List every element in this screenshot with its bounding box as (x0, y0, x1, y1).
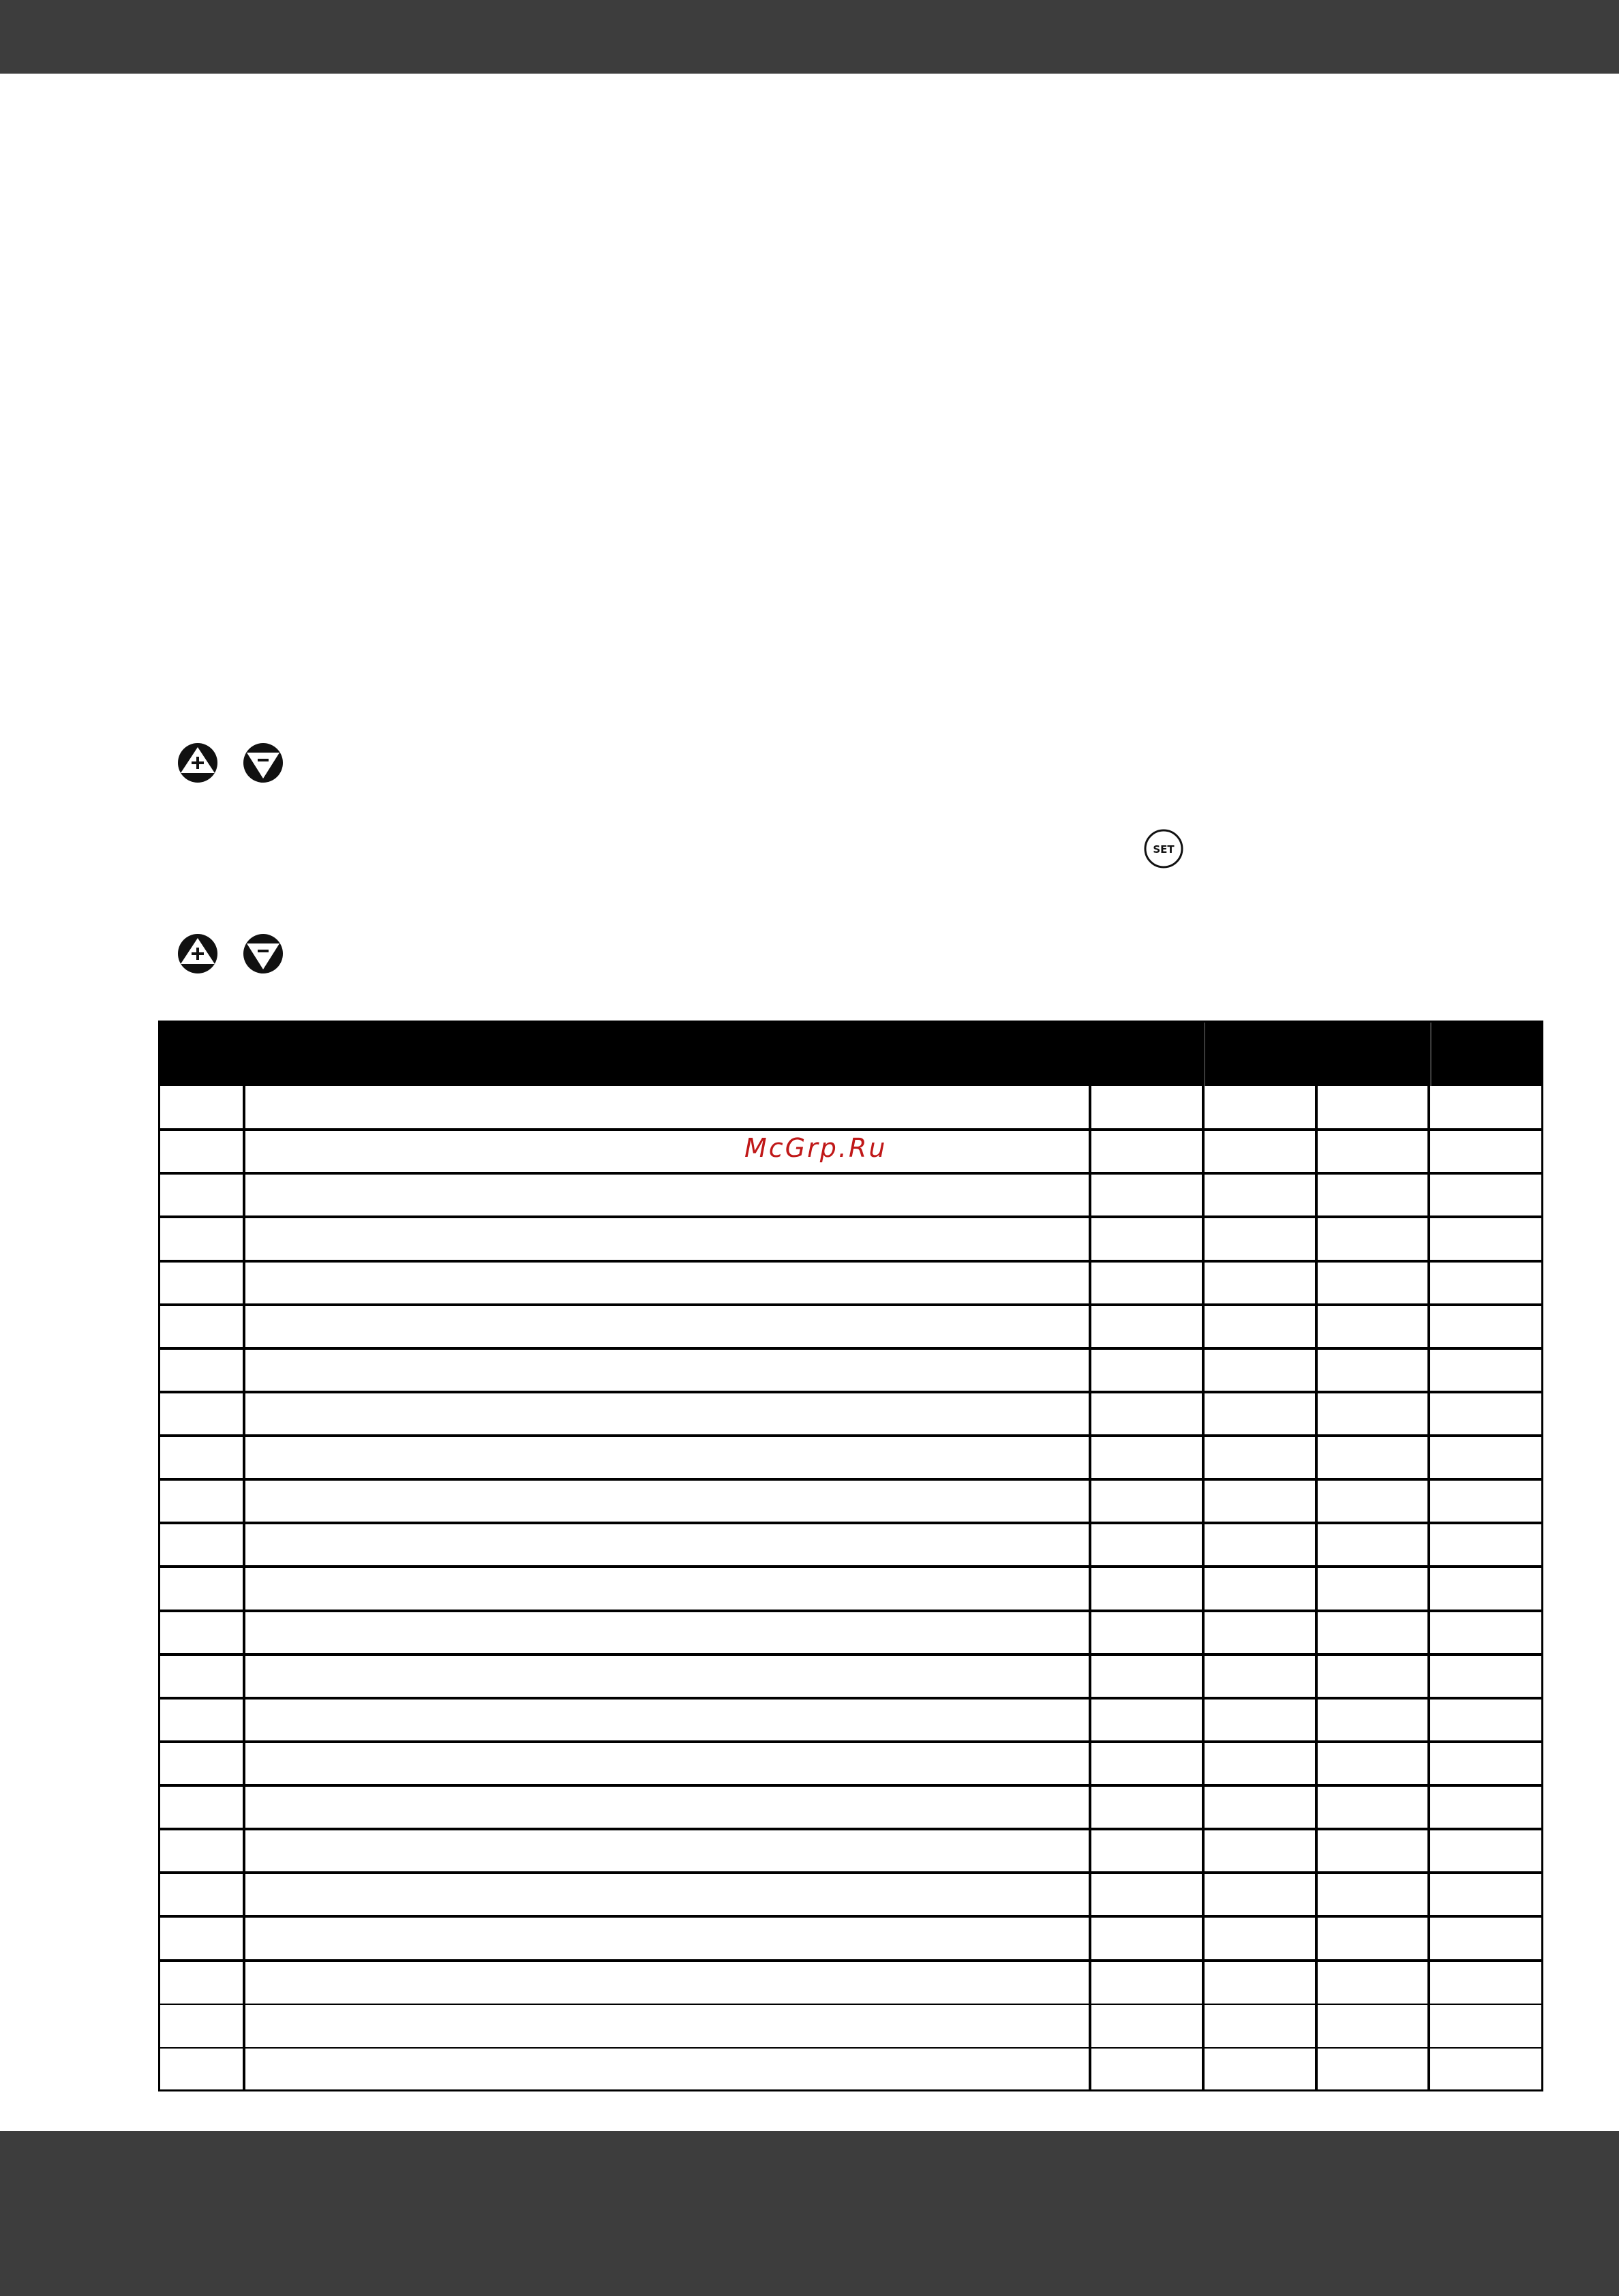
table-row-divider (158, 1740, 1543, 1743)
table-row-divider (158, 1915, 1543, 1918)
table-row-divider (158, 1959, 1543, 1962)
set-button-icon (1142, 827, 1185, 871)
table-row-divider (158, 1610, 1543, 1612)
table-header (158, 1021, 1543, 1086)
table-row-divider (158, 1522, 1543, 1524)
table-column-divider (1202, 1086, 1205, 2091)
table-row-divider (158, 1260, 1543, 1263)
table-row-divider (158, 2004, 1543, 2005)
table-row-divider (158, 2047, 1543, 2049)
table-row-divider (158, 1871, 1543, 1874)
header-separator (1204, 1021, 1205, 1086)
table-row-divider (158, 1391, 1543, 1393)
top-bar (0, 0, 1619, 74)
table-column-divider (1315, 1086, 1318, 2091)
table-row-divider (158, 1434, 1543, 1437)
table-row-divider (158, 1697, 1543, 1700)
down-minus-button-icon (241, 932, 285, 976)
table-row-divider (158, 1303, 1543, 1306)
watermark-text: McGrp.Ru (744, 1133, 888, 1163)
down-minus-button-icon (241, 741, 285, 785)
table-row-divider (158, 1653, 1543, 1656)
parameter-table (158, 1021, 1543, 2091)
table-outline (158, 1021, 1543, 2091)
table-row-divider (158, 1828, 1543, 1830)
up-plus-button-icon (176, 932, 220, 976)
table-row-divider (158, 1565, 1543, 1568)
table-row-divider (158, 1215, 1543, 1218)
up-plus-button-icon (176, 741, 220, 785)
table-column-divider (243, 1086, 245, 2091)
table-row-divider (158, 1172, 1543, 1175)
table-row-divider (158, 1478, 1543, 1481)
table-row-divider (158, 1784, 1543, 1787)
table-column-divider (1089, 1086, 1091, 2091)
table-column-divider (1427, 1086, 1430, 2091)
header-separator (1430, 1021, 1432, 1086)
table-row-divider (158, 1128, 1543, 1131)
set-button-label: SET (1153, 843, 1175, 856)
table-row-divider (158, 1347, 1543, 1350)
bottom-bar (0, 2131, 1619, 2296)
